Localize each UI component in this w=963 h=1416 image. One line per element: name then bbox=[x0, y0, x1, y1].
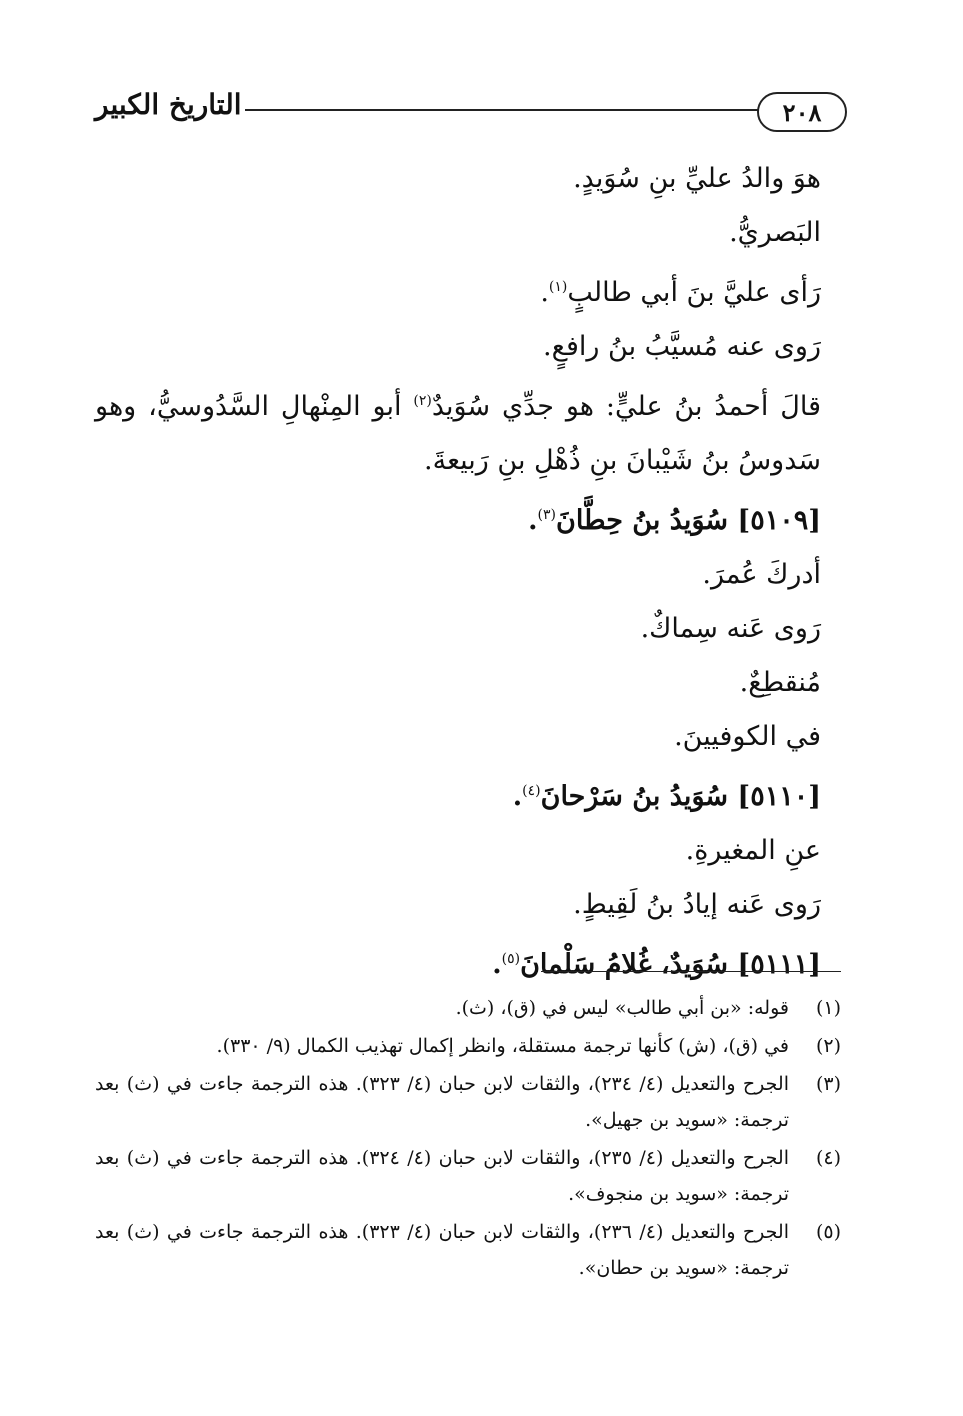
header-rule bbox=[245, 109, 759, 111]
text-line: رَأى عليَّ بنَ أبي طالبٍ$^{(١)}$. bbox=[540, 277, 821, 308]
footnote-number: (٣) bbox=[815, 1073, 841, 1095]
footnote-marker: (٣) bbox=[537, 507, 556, 523]
entry-heading: [٥١١١] سُوَيدٌ، غُلامُ سَلْمانَ$^{(٥)}$. bbox=[492, 949, 821, 980]
footnote-item bbox=[95, 1140, 841, 1212]
footnote-text: الجرح والتعديل (٤/ ٢٣٥)، والثقات لابن حبان (٤/ ٣٢٤). هذه الترجمة جاءت في (ث) بعد ترجمة: «سويد بن منجوف». bbox=[95, 1147, 789, 1205]
text-line: عنِ المغيرةِ. bbox=[685, 835, 821, 866]
text-paragraph: قالَ أحمدُ بنُ عليٍّ: هو جدِّي سُوَيدٌ$^{(٢)}$ أبو المِنْهالِ السَّدُوسيُّ، وهو سَدوسُ بنُ شَيْبانَ بنِ ذُهْلِ بنِ رَبيعةَ. bbox=[95, 391, 821, 476]
main-text bbox=[95, 152, 841, 992]
footnote-number: (٥) bbox=[815, 1221, 841, 1243]
text-line: البَصريُّ. bbox=[729, 217, 821, 248]
text-line: مُنقطِعٌ. bbox=[739, 667, 821, 698]
text-line: رَوى عَنه إيادُ بنُ لَقِيطٍ. bbox=[573, 889, 821, 920]
footnote-text: الجرح والتعديل (٤/ ٢٣٤)، والثقات لابن حبان (٤/ ٣٢٣). هذه الترجمة جاءت في (ث) بعد ترجمة: «سويد بن جهيل». bbox=[95, 1073, 789, 1131]
footnote-item bbox=[95, 990, 841, 1026]
footnote-item bbox=[95, 1214, 841, 1286]
footnote-separator bbox=[541, 971, 841, 972]
footnote-text: في (ق)، (ش) كأنها ترجمة مستقلة، وانظر إكمال تهذيب الكمال (٩/ ٣٣٠). bbox=[216, 1035, 789, 1057]
footnote-text: قوله: «بن أبي طالب» ليس في (ق)، (ث). bbox=[455, 997, 789, 1019]
footnote-marker: (٥) bbox=[501, 951, 521, 967]
page-header bbox=[95, 88, 847, 136]
footnote-text: الجرح والتعديل (٤/ ٢٣٦)، والثقات لابن حبان (٤/ ٣٢٣). هذه الترجمة جاءت في (ث) بعد ترجمة: «سويد بن حطان». bbox=[95, 1221, 789, 1279]
footnote-number: (٤) bbox=[815, 1147, 841, 1169]
text-line: هوَ والدُ عليِّ بنِ سُوَيدٍ. bbox=[573, 163, 821, 194]
footnote-number: (١) bbox=[815, 997, 841, 1019]
entry-heading: [٥١٠٩] سُوَيدُ بنُ حِطَّانَ$^{(٣)}$. bbox=[528, 505, 821, 536]
footnotes bbox=[95, 990, 841, 1288]
text-line: رَوى عَنه سِماكٌ. bbox=[640, 613, 821, 644]
footnote-marker: (١) bbox=[548, 279, 568, 295]
footnote-marker: (٢) bbox=[413, 393, 432, 409]
footnote-item bbox=[95, 1028, 841, 1064]
text-line: أدركَ عُمرَ. bbox=[702, 559, 821, 590]
entry-heading: [٥١١٠] سُوَيدُ بنُ سَرْحانَ$^{(٤)}$. bbox=[512, 781, 821, 812]
footnote-item bbox=[95, 1066, 841, 1138]
page-number: ٢٠٨ bbox=[757, 92, 847, 132]
footnote-marker: (٤) bbox=[522, 783, 541, 799]
book-title: التاريخ الكبير bbox=[95, 88, 242, 121]
text-line: رَوى عنه مُسيَّبُ بنُ رافعٍ. bbox=[543, 331, 821, 362]
footnote-number: (٢) bbox=[815, 1035, 841, 1057]
text-line: في الكوفيينَ. bbox=[674, 721, 821, 752]
